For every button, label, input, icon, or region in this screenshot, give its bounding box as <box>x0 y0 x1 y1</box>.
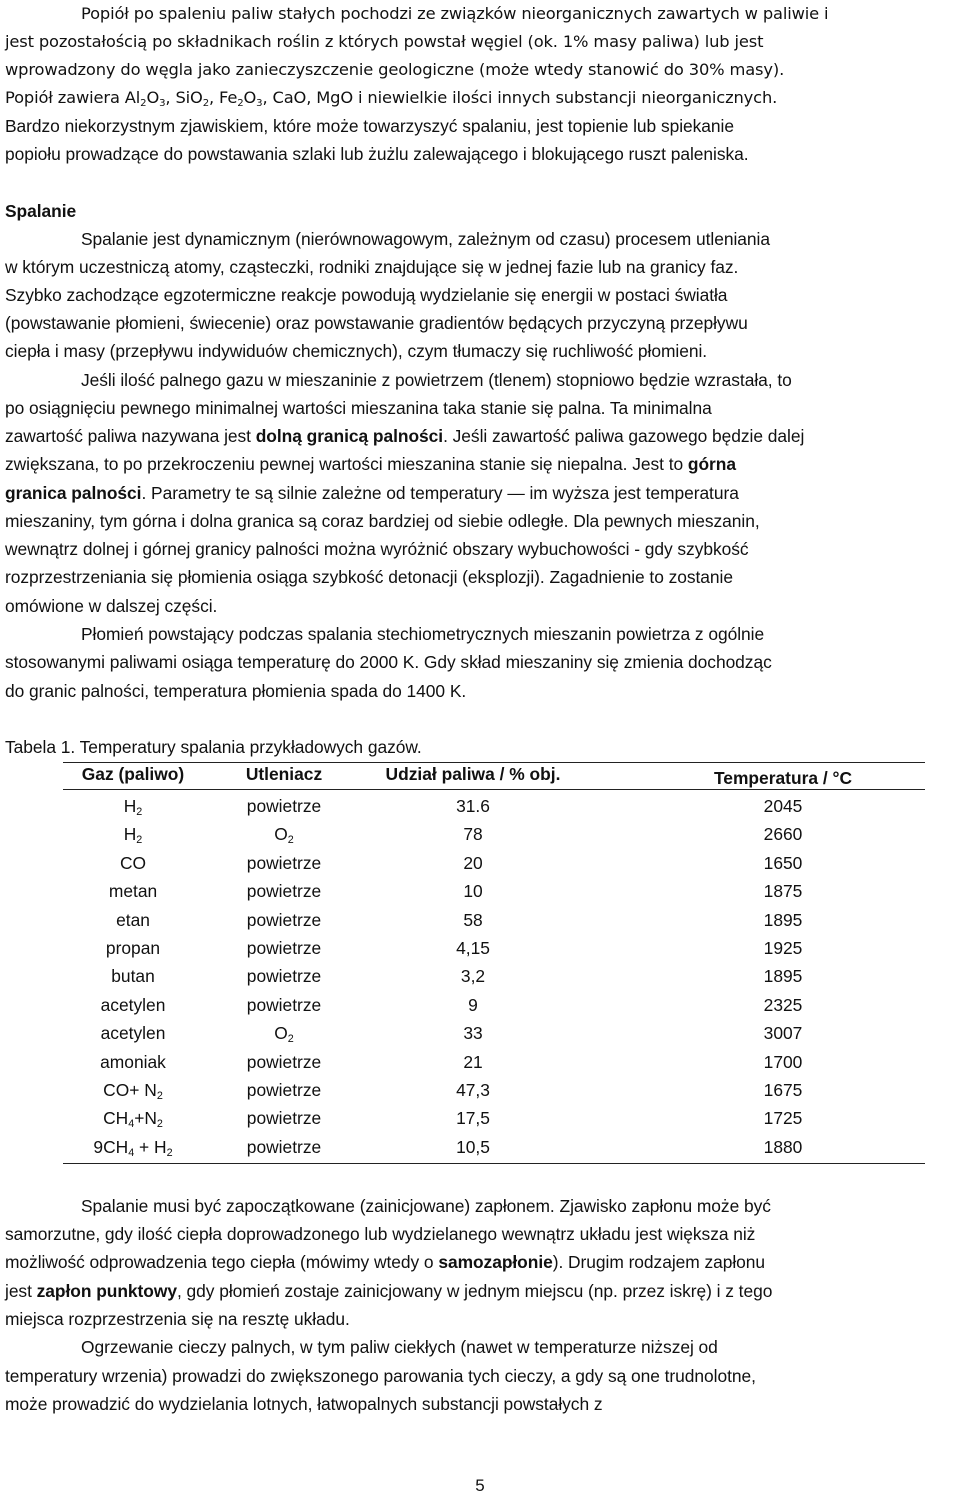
paragraph-line: Ogrzewanie cieczy palnych, w tym paliw ciekłych (nawet w temperaturze niższej od <box>81 1337 718 1357</box>
table-cell-share: 78 <box>463 824 483 845</box>
table-cell-gas: $H_2$ <box>123 796 143 819</box>
table-cell-temperature: 1925 <box>763 938 803 958</box>
table-cell-gas: $H_2$ <box>123 824 143 847</box>
paragraph-line: miejsca rozprzestrzenia się na resztę układu. <box>5 1309 350 1329</box>
table-cell-temperature: 1895 <box>763 966 803 987</box>
paragraph-line: temperatury wrzenia) prowadzi do zwiększonego parowania tych cieczy, a gdy są one trudnolotne, <box>5 1366 756 1386</box>
table-cell-oxidizer: powietrze <box>246 909 322 930</box>
table-cell-share: 47,3 <box>456 1080 490 1100</box>
table-cell-share: 10 <box>463 881 483 902</box>
table-cell-share: 21 <box>463 1051 483 1072</box>
paragraph-line: w którym uczestniczą atomy, cząsteczki, rodniki znajdujące się w jednej fazie lub na granicy faz. <box>5 257 739 277</box>
table-cell-temperature: 3007 <box>763 1023 803 1044</box>
table-cell-gas: etan <box>116 909 150 930</box>
paragraph-line: jest pozostałością po składnikach roślin z których powstał węgiel (ok. 1% masy paliwa) lub jest <box>5 32 764 51</box>
table-cell-gas: metan <box>108 881 158 902</box>
table-cell-oxidizer: powietrze <box>246 881 322 902</box>
table-header-temperature: Temperatura / °C <box>713 768 853 788</box>
table-cell-gas: $9CH_4 + H_2$ <box>93 1136 173 1159</box>
table-cell-temperature: 2325 <box>763 994 803 1015</box>
paragraph-line: wprowadzony do węgla jako zanieczyszczenie geologiczne (może wtedy stanowić do 30% masy). <box>5 60 785 79</box>
term-lower-flammability-limit: dolną granicą palności <box>255 426 444 446</box>
table-cell-share: 10,5 <box>456 1136 490 1157</box>
table-header-rule <box>63 789 925 790</box>
table-cell-temperature: 1650 <box>763 852 803 873</box>
table-cell-oxidizer: powietrze <box>246 796 322 816</box>
paragraph-line: możliwość odprowadzenia tego ciepła (mówimy wtedy o samozapłonie). Drugim rodzajem zapłonu <box>5 1252 766 1272</box>
table-cell-share: 20 <box>463 852 483 873</box>
paragraph-line: rozprzestrzeniania się płomienia osiąga szybkość detonacji (eksplozji). Zagadnienie to zostanie <box>5 567 733 587</box>
paragraph-line: granica palności. Parametry te są silnie zależne od temperatury — im wyższa jest temperatura <box>5 483 739 503</box>
table-cell-temperature: 1880 <box>763 1136 803 1157</box>
table-cell-share: 3,2 <box>460 966 486 987</box>
paragraph-line: Popiół po spaleniu paliw stałych pochodzi ze związków nieorganicznych zawartych w paliwie i <box>81 4 829 23</box>
table-cell-gas: propan <box>105 938 161 958</box>
paragraph-line: po osiągnięciu pewnego minimalnej wartości mieszanina taka stanie się palna. Ta minimalna <box>5 398 712 418</box>
table-cell-share: 17,5 <box>456 1108 490 1129</box>
paragraph-line: Spalanie jest dynamicznym (nierównowagowym, zależnym od czasu) procesem utleniania <box>81 229 770 249</box>
table-top-rule <box>63 762 925 763</box>
paragraph-line: Jeśli ilość palnego gazu w mieszaninie z powietrzem (tlenem) stopniowo będzie wzrastała, to <box>81 370 792 390</box>
table-cell-share: 9 <box>468 994 478 1015</box>
term-point-ignition: zapłon punktowy <box>36 1281 177 1301</box>
paragraph-line: popiołu prowadzące do powstawania szlaki lub żużlu zalewającego i blokującego ruszt paleniska. <box>5 144 749 164</box>
paragraph-line: (powstawanie płomieni, świecenie) oraz powstawanie gradientów będących przyczyną przepływu <box>5 313 748 333</box>
table-cell-share: 58 <box>463 909 483 930</box>
section-heading: Spalanie <box>5 201 77 221</box>
paragraph-line-formula: Popiół zawiera $Al_2O_3$, SiO$_2$, $Fe_2O_3$, CaO, MgO i niewielkie ilości innych substancji nieorganicznych. <box>5 88 778 109</box>
table-cell-temperature: 1725 <box>763 1108 803 1129</box>
table-cell-gas: $CO+ N_2$ <box>103 1080 163 1103</box>
paragraph-line: jest zapłon punktowy, gdy płomień zostaje zainicjowany w jednym miejscu (np. przez iskrę) i z tego <box>5 1281 773 1301</box>
term-self-ignition: samozapłonie <box>438 1252 553 1272</box>
table-cell-temperature: 1700 <box>763 1051 803 1072</box>
paragraph-line: wewnątrz dolnej i górnej granicy palności można wyróżnić obszary wybuchowości - gdy szybkość <box>5 539 749 559</box>
paragraph-line: do granic palności, temperatura płomienia spada do 1400 K. <box>5 681 467 701</box>
table-cell-temperature: 2045 <box>763 796 803 816</box>
table-header-share: Udział paliwa / % obj. <box>385 764 561 784</box>
paragraph-line: samorzutne, gdy ilość ciepła doprowadzonego lub wydzielanego wewnątrz układu jest większa niż <box>5 1224 756 1244</box>
paragraph-line: zawartość paliwa nazywana jest dolną granicą palności. Jeśli zawartość paliwa gazowego będzie dalej <box>5 426 805 446</box>
paragraph-line: mieszaniny, tym górna i dolna granica są coraz bardziej od siebie odległe. Dla pewnych mieszanin, <box>5 511 760 531</box>
table-cell-gas: acetylen <box>100 994 166 1015</box>
paragraph-line: omówione w dalszej części. <box>5 596 218 616</box>
table-cell-oxidizer: $O_2$ <box>274 824 294 847</box>
table-cell-share: 31.6 <box>456 796 490 816</box>
table-cell-temperature: 1675 <box>763 1080 803 1100</box>
table-cell-share: 4,15 <box>456 938 490 958</box>
table-cell-gas: $CH_4+N_2$ <box>103 1108 163 1131</box>
table-cell-gas: amoniak <box>100 1051 166 1072</box>
table-cell-oxidizer: powietrze <box>246 1108 322 1129</box>
table-cell-gas: CO <box>119 852 147 873</box>
paragraph-line: Szybko zachodzące egzotermiczne reakcje powodują wydzielanie się energii w postaci światła <box>5 285 728 305</box>
table-cell-oxidizer: powietrze <box>246 938 322 958</box>
table-cell-share: 33 <box>463 1023 483 1044</box>
table-cell-oxidizer: powietrze <box>246 966 322 987</box>
table-cell-temperature: 2660 <box>763 824 803 845</box>
paragraph-line: stosowanymi paliwami osiąga temperaturę do 2000 K. Gdy skład mieszaniny się zmienia dochodząc <box>5 652 772 672</box>
paragraph-line: ciepła i masy (przepływu indywiduów chemicznych), czym tłumaczy się ruchliwość płomieni. <box>5 341 708 361</box>
table-cell-oxidizer: powietrze <box>246 1051 322 1072</box>
paragraph-line: może prowadzić do wydzielania lotnych, łatwopalnych substancji powstałych z <box>5 1394 603 1414</box>
table-cell-oxidizer: powietrze <box>246 1136 322 1157</box>
table-header-gas: Gaz (paliwo) <box>81 764 185 784</box>
table-cell-temperature: 1895 <box>763 909 803 930</box>
table-cell-oxidizer: powietrze <box>246 852 322 873</box>
paragraph-line: Bardzo niekorzystnym zjawiskiem, które może towarzyszyć spalaniu, jest topienie lub spiekanie <box>5 116 734 136</box>
table-cell-oxidizer: powietrze <box>246 994 322 1015</box>
term-upper-flammability-limit-cont: granica palności <box>5 483 142 503</box>
table-cell-oxidizer: powietrze <box>246 1080 322 1100</box>
table-bottom-rule <box>63 1163 925 1164</box>
paragraph-line: Płomień powstający podczas spalania stechiometrycznych mieszanin powietrza z ogólnie <box>81 624 765 644</box>
table-cell-gas: butan <box>111 966 155 987</box>
term-upper-flammability-limit: górna <box>687 454 736 474</box>
page-number: 5 <box>475 1476 485 1495</box>
paragraph-line: zwiększana, to po przekroczeniu pewnej wartości mieszanina stanie się niepalna. Jest to górna <box>5 454 736 474</box>
table-cell-temperature: 1875 <box>763 881 803 902</box>
paragraph-line: Spalanie musi być zapoczątkowane (zainicjowane) zapłonem. Zjawisko zapłonu może być <box>81 1196 771 1216</box>
table-header-oxidizer: Utleniacz <box>245 764 323 784</box>
table-caption: Tabela 1. Temperatury spalania przykładowych gazów. <box>5 737 422 757</box>
table-cell-oxidizer: $O_2$ <box>274 1023 294 1046</box>
table-cell-gas: acetylen <box>100 1023 166 1044</box>
